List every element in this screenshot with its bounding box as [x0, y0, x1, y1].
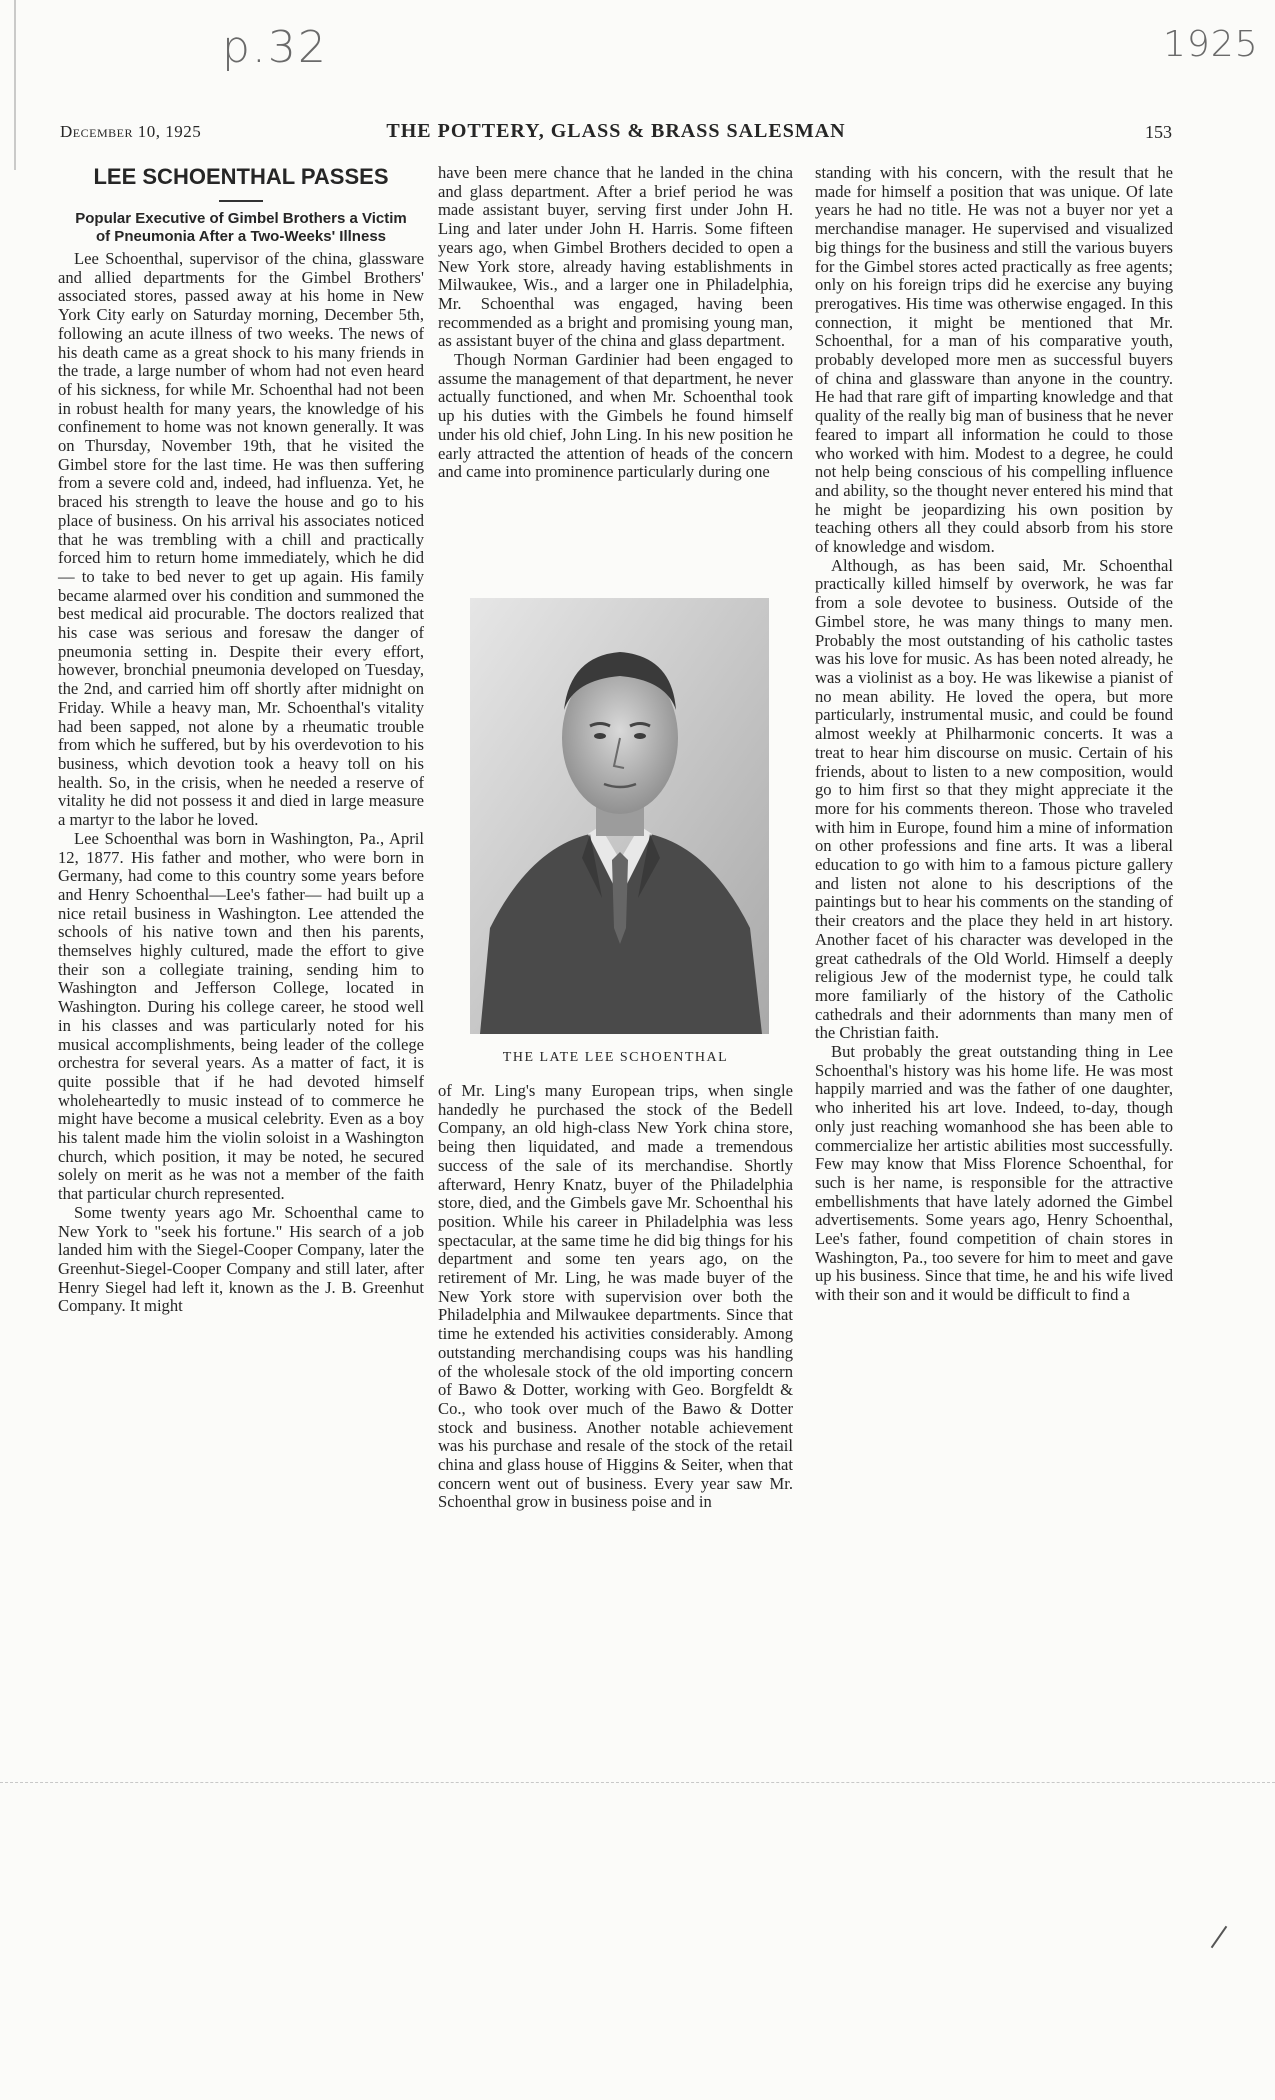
paragraph: But probably the great outstanding thing in Lee Schoenthal's history was his home life. He was most happily married and was the father of one daughter, who inherited his art love. Indeed, to-day, though only just reaching womanhood she has been able to commercialize her artistic abilities most successfully. Few may know that Miss Florence Schoenthal, for such is her name, is responsible for the attractive embellishments that have lately adorned the Gimbel advertisements. Some years ago, Henry Schoenthal, Lee's father, found competition of chain stores in Washington, Pa., too severe for him to meet and gave up his business. Since that time, he and his wife lived with their son and it would be difficult to find a [815, 1042, 1173, 1305]
page-fold-line [0, 1782, 1275, 1783]
pencil-mark [1211, 1926, 1228, 1948]
paragraph: Lee Schoenthal was born in Washington, Pa., April 12, 1877. His father and mother, who were born in Germany, had come to this country some years before and Henry Schoenthal—Lee's father— had built up a nice retail business in Washington. Lee attended the schools of his native town and then his parents, themselves highly cultured, made the effort to give their son a collegiate training, sending him to Washington and Jefferson College, located in Washington. During his college career, he stood well in his classes and was particularly noted for his musical accomplishments, being leader of the college orchestra for several years. As a matter of fact, it is quite possible that if he had devoted himself wholeheartedly to music instead of to commerce he might have become a musical celebrity. Even as a boy his talent made him the violin soloist in a Washington church, which position, it may be noted, he secured solely on merit as he was not a member of the faith that particular church represented. [58, 828, 424, 1204]
column-2-bottom [438, 1082, 793, 1512]
photo-caption: THE LATE LEE SCHOENTHAL [502, 1050, 729, 1065]
portrait-image [470, 598, 769, 1034]
column-2-top [438, 164, 793, 482]
column-1 [58, 164, 424, 1316]
paragraph: Although, as has been said, Mr. Schoenthal practically killed himself by overwork, he was far from a sole devotee to business. Outside of the Gimbel store, he was many things to many men. Probably the most outstanding of his catholic tastes was his love for music. As has been noted already, he was a violinist as a boy. He was likewise a pianist of no mean ability. He loved the opera, but more particularly, instrumental music, and could be found almost weekly at Philharmonic concerts. It was a treat to hear him discourse on music. Certain of his friends, about to listen to a new composition, would go to him first so that they might appreciate it the more for his comments thereon. Those who traveled with him in Europe, found him a mine of information on other professions and fine arts. It was a liberal education to go with him to a famous picture gallery and listen not alone to his descriptions of the paintings but to hear his comments on the standing of their creators and the place they held in art history. Another facet of his character was developed in the great cathedrals of the Old World. Himself a deeply religious Jew of the modernist type, he could talk more familiarly of the history of the Catholic cathedrals and their adornments than many men of the Christian faith. [815, 555, 1173, 1043]
article-headline: LEE SCHOENTHAL PASSES [93, 164, 389, 189]
paragraph: Though Norman Gardinier had been engaged to assume the management of that department, he never actually functioned, and when Mr. Schoenthal took up his duties with the Gimbels he found himself under his old chief, John Ling. In his new position he early attracted the attention of heads of the concern and came into prominence particularly during one [438, 350, 793, 482]
paragraph: have been mere chance that he landed in the china and glass department. After a brief period he was made assistant buyer, serving first under John H. Ling and later under John H. Harris. Some fifteen years ago, when Gimbel Brothers decided to open a New York store, already having establishments in Milwaukee, Wis., and a larger one in Philadelphia, Mr. Schoenthal was engaged, having been recommended as a bright and promising young man, as assistant buyer of the china and glass department. [438, 163, 793, 351]
running-header [60, 118, 1172, 148]
paragraph: standing with his concern, with the result that he made for himself a position that was unique. Of late years he had no title. He was not a buyer nor yet a merchandise manager. He supervised and visualized big things for the business and still the various buyers for the Gimbel stores acted practically as free agents; only on his foreign trips did he exercise any buying prerogatives. His time was otherwise engaged. In this connection, it might be mentioned that Mr. Schoenthal, for a man of his comparative youth, probably developed more men as successful buyers of china and glassware than anyone in the country. He had that rare gift of imparting knowledge and that quality of the really big man of business that he never feared to impart all information he could to those who worked with him. Modest to a degree, he could not help being conscious of his compelling influence and ability, so the thought never entered his mind that he might be jeopardizing his own position by teaching others all they could absorb from his store of knowledge and wisdom. [815, 163, 1173, 557]
issue-date: December 10, 1925 [60, 122, 202, 141]
page-number: 153 [1145, 122, 1172, 142]
handwritten-year-note: 1925 [1163, 24, 1259, 65]
paragraph: of Mr. Ling's many European trips, when single handedly he purchased the stock of the Bedell Company, an old high-class New York china store, being then liquidated, and made a tremendous success of the sale of its merchandise. Shortly afterward, Henry Knatz, buyer of the Philadelphia store, died, and the Gimbels gave Mr. Schoenthal his position. While his career in Philadelphia was less spectacular, at the same time he did big things for his department and some ten years ago, on the retirement of Mr. Ling, he was made buyer of the New York store with supervision over both the Philadelphia and Milwaukee departments. Since that time he extended his activities considerably. Among outstanding merchandising coups was his handling of the wholesale stock of the old importing concern of Bawo & Dotter, working with Geo. Borgfeldt & Co., who took over much of the Bawo & Dotter stock and business. Another notable achievement was his purchase and resale of the stock of the retail china and glass house of Higgins & Seiter, when that concern went out of business. Every year saw Mr. Schoenthal grow in business poise and in [438, 1081, 793, 1512]
publication-title: THE POTTERY, GLASS & BRASS SALESMAN [386, 120, 846, 142]
column-3 [815, 164, 1173, 1305]
article-subhead: Popular Executive of Gimbel Brothers a Victim of Pneumonia After a Two-Weeks' Illness [75, 210, 407, 245]
headline-rule [219, 200, 263, 202]
handwritten-page-note: p.32 [222, 22, 328, 73]
portrait-photo [470, 598, 769, 1034]
paragraph: Lee Schoenthal, supervisor of the china, glassware and allied departments for the Gimbel Brothers' associated stores, passed away at his home in New York City early on Saturday morning, December 5th, following an acute illness of two weeks. The news of his death came as a great shock to his many friends in the trade, a large number of whom had not even heard of his sickness, for while Mr. Schoenthal had not been in robust health for many years, the knowledge of his confinement to home was not known generally. It was on Thursday, November 19th, that he visited the Gimbel store for the last time. He was then suffering from a severe cold and, indeed, had influenza. Yet, he braced his strength to leave the house and go to his place of business. On his arrival his associates noticed that he was trembling with a chill and practically forced him to return home immediately, which he did— to take to bed never to get up again. His family became alarmed over his condition and summoned the best medical aid procurable. The doctors realized that his case was serious and foresaw the danger of pneumonia setting in. Despite their every effort, however, bronchial pneumonia developed on Tuesday, the 2nd, and carried him off shortly after midnight on Friday. While a heavy man, Mr. Schoenthal's vitality had been sapped, not alone by a rheumatic trouble from which he suffered, but by his overdevotion to his business, which devotion took a heavy toll on his health. So, in the crisis, when he needed a reserve of vitality he did not possess it and died in large measure a martyr to the labor he loved. [58, 249, 424, 830]
paragraph: Some twenty years ago Mr. Schoenthal came to New York to "seek his fortune." His search of a job landed him with the Siegel-Cooper Company, later the Greenhut-Siegel-Cooper Company and still later, after Henry Siegel had left it, known as the J. B. Greenhut Company. It might [58, 1202, 424, 1316]
scan-edge [0, 0, 16, 170]
